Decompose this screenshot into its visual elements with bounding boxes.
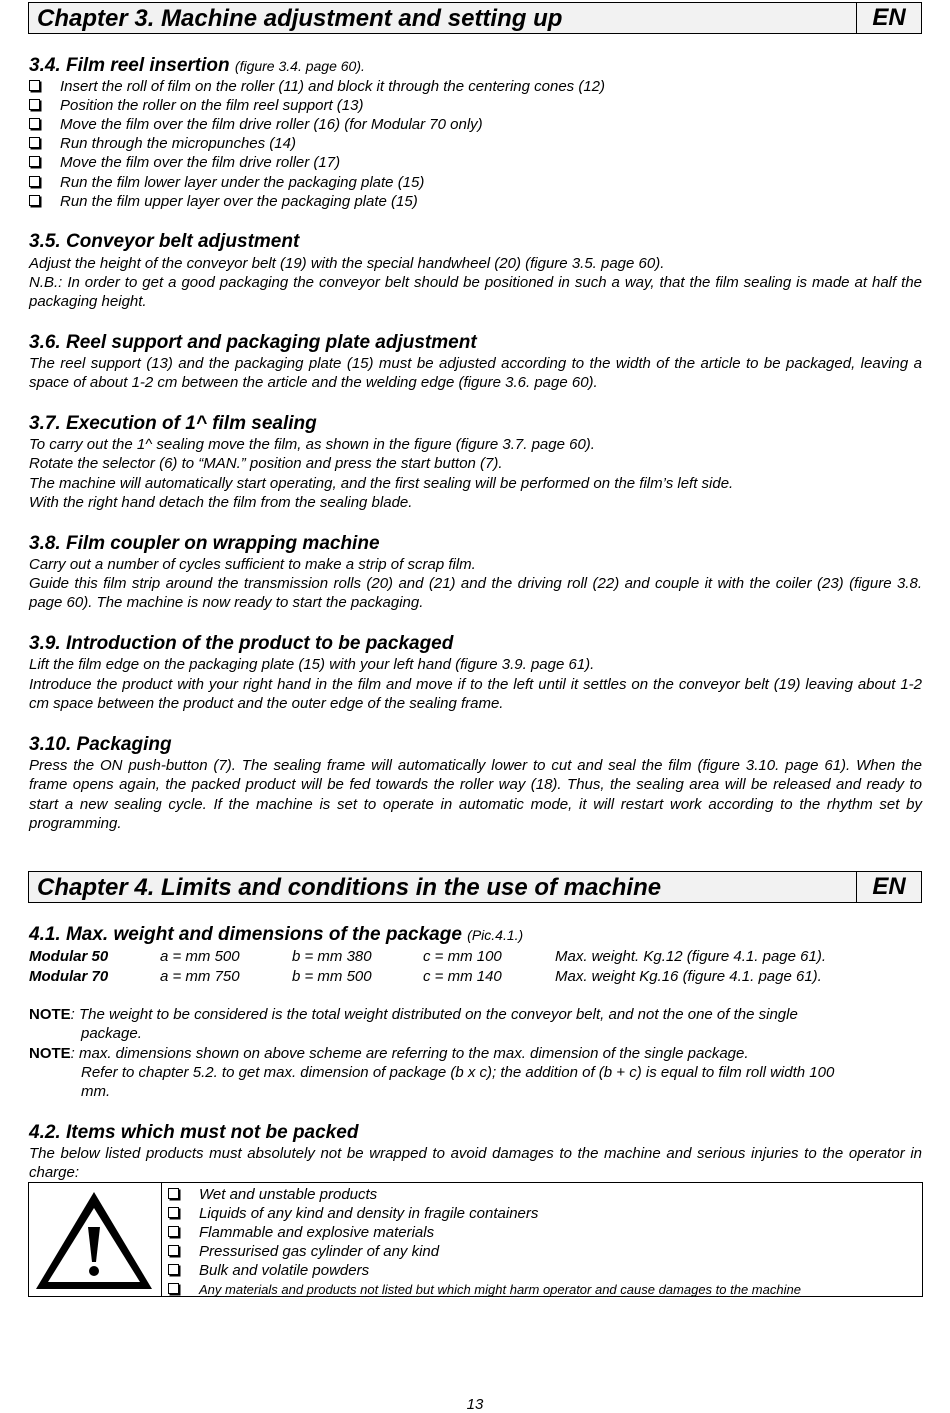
checkbox-bullet-icon <box>29 80 40 91</box>
section-3-10-title: 3.10. Packaging <box>29 734 172 755</box>
dimension-b: b = mm 380 <box>292 948 372 965</box>
section-3-6-title: 3.6. Reel support and packaging plate adjustment <box>29 332 477 353</box>
section-3-4-ref: (figure 3.4. page 60). <box>234 58 365 74</box>
list-item: Run the film upper layer over the packaging plate (15) <box>29 192 418 211</box>
dimension-c: c = mm 140 <box>423 968 502 985</box>
list-item: Wet and unstable products <box>168 1185 801 1204</box>
checkbox-bullet-icon <box>168 1264 179 1275</box>
checkbox-bullet-icon <box>29 195 40 206</box>
list-item: Move the film over the film drive roller (16) (for Modular 70 only) <box>29 115 483 134</box>
section-3-4-heading <box>29 55 365 77</box>
note-1-line-1: NOTE: The weight to be considered is the total weight distributed on the conveyor belt, and not the one of the single <box>29 1006 798 1023</box>
section-3-8-text: Carry out a number of cycles sufficient to make a strip of scrap film. <box>29 556 476 573</box>
list-item: Run through the micropunches (14) <box>29 134 296 153</box>
section-4-1-ref: (Pic.4.1.) <box>467 927 524 943</box>
section-3-7-title: 3.7. Execution of 1^ film sealing <box>29 413 317 434</box>
max-weight: Max. weight. Kg.12 (figure 4.1. page 61). <box>555 948 826 965</box>
list-item: Bulk and volatile powders <box>168 1261 801 1280</box>
chapter-4-title: Chapter 4. Limits and conditions in the use of machine <box>37 874 662 901</box>
chapter-3-title: Chapter 3. Machine adjustment and setting up <box>37 5 563 32</box>
section-3-8-title: 3.8. Film coupler on wrapping machine <box>29 533 380 554</box>
dimension-a: a = mm 750 <box>160 968 240 985</box>
section-3-5-title: 3.5. Conveyor belt adjustment <box>29 231 300 252</box>
checkbox-bullet-icon <box>29 99 40 110</box>
note-1-line-2: package. <box>81 1025 142 1042</box>
page-number: 13 <box>466 1396 484 1413</box>
chapter-4-lang: EN <box>856 872 921 902</box>
section-4-1-heading <box>29 924 523 946</box>
warning-triangle-icon <box>29 1183 161 1296</box>
chapter-3-lang: EN <box>856 3 921 33</box>
checkbox-bullet-icon <box>29 137 40 148</box>
section-4-1-title: 4.1. Max. weight and dimensions of the package <box>29 924 462 945</box>
list-item: Any materials and products not listed but which might harm operator and cause damages to the machine <box>168 1280 801 1299</box>
dimension-a: a = mm 500 <box>160 948 240 965</box>
list-item: Move the film over the film drive roller (17) <box>29 153 340 172</box>
section-3-9-text2: Introduce the product with your right hand in the film and move if to the left until it settles on the conveyor belt (19) leaving about 1-2 cm space between the product and the outer edge of the sealing frame. <box>29 676 922 713</box>
note-label: NOTE <box>29 1006 71 1023</box>
checkbox-bullet-icon <box>168 1283 179 1294</box>
checkbox-bullet-icon <box>29 176 40 187</box>
list-item: Flammable and explosive materials <box>168 1223 801 1242</box>
prohibited-items-list <box>168 1185 801 1299</box>
section-4-2-title: 4.2. Items which must not be packed <box>29 1122 359 1143</box>
section-4-2-text: The below listed products must absolutely not be wrapped to avoid damages to the machine and serious injuries to the operator in charge: <box>29 1145 922 1182</box>
note-2-line-1: NOTE: max. dimensions shown on above scheme are referring to the max. dimension of the single package. <box>29 1045 749 1062</box>
warning-cell <box>29 1183 162 1296</box>
dimension-c: c = mm 100 <box>423 948 502 965</box>
checkbox-bullet-icon <box>29 156 40 167</box>
section-3-6-text: The reel support (13) and the packaging plate (15) must be adjusted according to the width of the article to be packaged, leaving a space of about 1-2 cm between the article and the welding edge (figure 3.6. page 60). <box>29 355 922 392</box>
note-2-line-2: Refer to chapter 5.2. to get max. dimension of package (b x c); the addition of (b + c) is equal to film roll width 100 <box>81 1064 835 1081</box>
section-3-5-note: N.B.: In order to get a good packaging the conveyor belt should be positioned in such a way, that the film sealing is made at half the packaging height. <box>29 274 922 311</box>
note-label: NOTE <box>29 1045 71 1062</box>
dimension-b: b = mm 500 <box>292 968 372 985</box>
list-item: Liquids of any kind and density in fragile containers <box>168 1204 801 1223</box>
section-3-4-title: 3.4. Film reel insertion <box>29 55 230 76</box>
list-item: Position the roller on the film reel support (13) <box>29 96 363 115</box>
chapter-3-header <box>28 2 922 34</box>
section-3-7-line: With the right hand detach the film from the sealing blade. <box>29 494 413 511</box>
section-3-7-line: The machine will automatically start operating, and the first sealing will be performed on the film’s left side. <box>29 475 734 492</box>
checkbox-bullet-icon <box>168 1207 179 1218</box>
prohibited-items-table <box>28 1182 923 1297</box>
section-3-10-text: Press the ON push-button (7). The sealing frame will automatically lower to cut and seal the film (figure 3.10. page 61). When the frame opens again, the packed product will be fed towards the roller way (18). Thus, the sealing area will be released and ready to start a new sealing cycle. If the machine is set to operate in automatic mode, it will restart work according to the rhythm set by programming. <box>29 757 922 833</box>
model-name: Modular 70 <box>29 968 109 985</box>
section-3-9-text: Lift the film edge on the packaging plate (15) with your left hand (figure 3.9. page 61). <box>29 656 595 673</box>
checkbox-bullet-icon <box>168 1245 179 1256</box>
section-3-8-text2: Guide this film strip around the transmission rolls (20) and (21) and the driving roll (22) and couple it with the coiler (23) (figure 3.8. page 60). The machine is now ready to start the packaging. <box>29 575 922 612</box>
checkbox-bullet-icon <box>168 1188 179 1199</box>
model-name: Modular 50 <box>29 948 109 965</box>
chapter-4-header <box>28 871 922 903</box>
section-3-9-title: 3.9. Introduction of the product to be packaged <box>29 633 454 654</box>
checkbox-bullet-icon <box>29 118 40 129</box>
checkbox-bullet-icon <box>168 1226 179 1237</box>
section-3-7-line: Rotate the selector (6) to “MAN.” position and press the start button (7). <box>29 455 503 472</box>
list-item: Insert the roll of film on the roller (11) and block it through the centering cones (12) <box>29 77 605 96</box>
section-3-5-text: Adjust the height of the conveyor belt (19) with the special handwheel (20) (figure 3.5. page 60). <box>29 255 665 272</box>
note-2-line-3: mm. <box>81 1083 111 1100</box>
section-3-7-line: To carry out the 1^ sealing move the film, as shown in the figure (figure 3.7. page 60). <box>29 436 595 453</box>
max-weight: Max. weight Kg.16 (figure 4.1. page 61). <box>555 968 822 985</box>
list-item: Run the film lower layer under the packaging plate (15) <box>29 173 424 192</box>
list-item: Pressurised gas cylinder of any kind <box>168 1242 801 1261</box>
